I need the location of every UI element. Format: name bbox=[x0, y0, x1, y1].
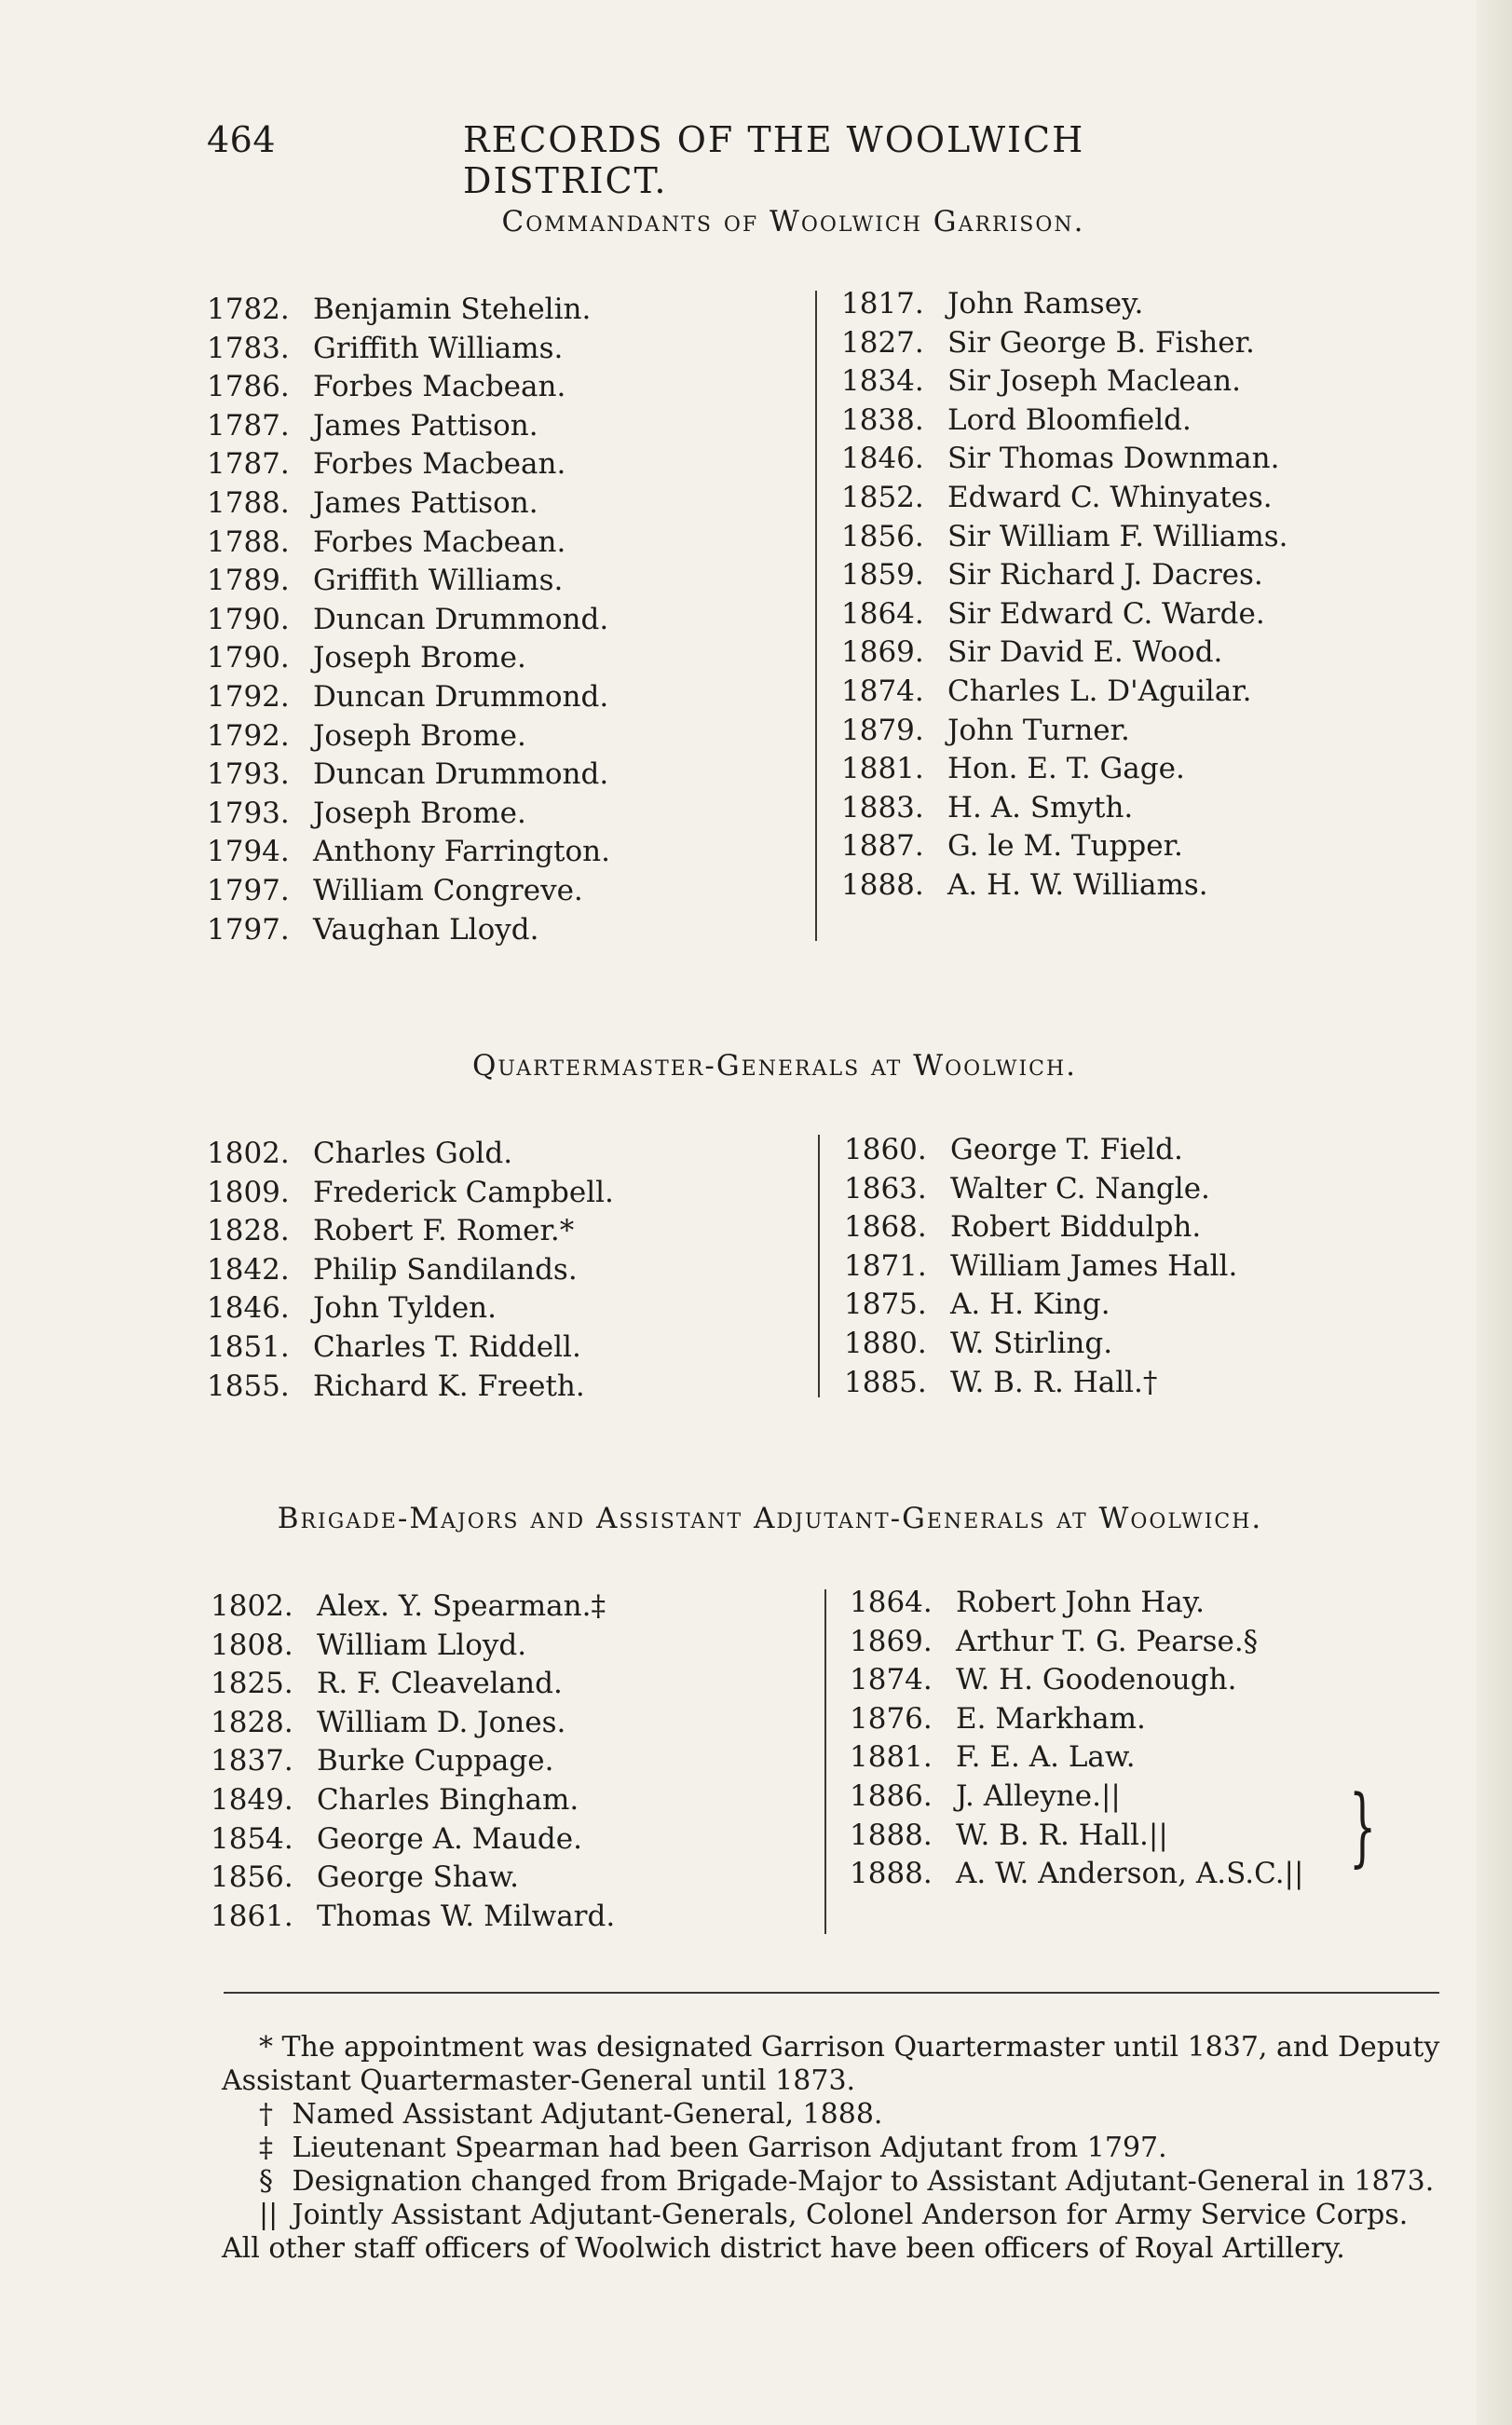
entry-name: Robert John Hay. bbox=[956, 1586, 1205, 1619]
entry-name: Anthony Farrington. bbox=[313, 835, 610, 869]
footnote-rule bbox=[224, 1992, 1439, 1994]
list-item bbox=[207, 872, 610, 911]
list-item bbox=[841, 479, 1288, 518]
list-item bbox=[207, 756, 610, 795]
list-item bbox=[850, 1661, 1303, 1700]
footnote-closing: All other staff officers of Woolwich district have been officers of Royal Artillery. bbox=[222, 2232, 1345, 2265]
entry-year: 1797. bbox=[207, 912, 290, 947]
entry-year: 1788. bbox=[207, 525, 290, 559]
brigade-majors-right-list bbox=[850, 1584, 1303, 1894]
list-item bbox=[850, 1817, 1303, 1856]
footnote-double-dagger-text: Lieutenant Spearman had been Garrison Adjutant from 1797. bbox=[292, 2132, 1167, 2164]
entry-year: 1846. bbox=[207, 1291, 290, 1326]
entry-year: 1856. bbox=[211, 1860, 293, 1895]
entry-name: George Shaw. bbox=[317, 1860, 520, 1895]
entry-year: 1883. bbox=[841, 790, 924, 824]
commandants-right-list bbox=[841, 285, 1288, 906]
entry-name: James Pattison. bbox=[313, 408, 538, 443]
entry-name: H. A. Smyth. bbox=[947, 790, 1134, 824]
entry-name: Duncan Drummond. bbox=[313, 602, 609, 636]
list-item bbox=[207, 368, 610, 407]
entry-name: Vaughan Lloyd. bbox=[313, 912, 539, 947]
joint-appointment-brace: } bbox=[1349, 1777, 1377, 1876]
entry-name: Walter C. Nangle. bbox=[950, 1171, 1210, 1206]
list-item bbox=[211, 1587, 615, 1627]
entry-year: 1828. bbox=[211, 1705, 293, 1739]
entry-year: 1859. bbox=[841, 558, 924, 593]
list-item bbox=[841, 789, 1288, 828]
running-head: RECORDS OF THE WOOLWICH DISTRICT. bbox=[463, 119, 1085, 201]
entry-name: Philip Sandilands. bbox=[313, 1252, 578, 1287]
list-item bbox=[850, 1855, 1303, 1894]
entry-name: John Turner. bbox=[947, 713, 1130, 747]
entry-name: W. B. R. Hall.† bbox=[950, 1365, 1158, 1399]
commandants-column-rule bbox=[815, 291, 817, 941]
entry-name: Joseph Brome. bbox=[313, 796, 526, 830]
entry-year: 1854. bbox=[211, 1821, 293, 1856]
entry-name: Frederick Campbell. bbox=[313, 1175, 614, 1209]
entry-year: 1888. bbox=[850, 1818, 933, 1852]
entry-year: 1834. bbox=[841, 364, 924, 399]
list-item bbox=[850, 1584, 1303, 1623]
entry-year: 1794. bbox=[207, 835, 290, 869]
entry-name: John Tylden. bbox=[313, 1291, 497, 1326]
list-item bbox=[211, 1781, 615, 1820]
list-item bbox=[841, 518, 1288, 557]
entry-name: William D. Jones. bbox=[317, 1705, 566, 1739]
entry-year: 1856. bbox=[841, 519, 924, 553]
entry-year: 1876. bbox=[850, 1701, 933, 1736]
entry-name: Joseph Brome. bbox=[313, 718, 526, 753]
entry-name: F. E. A. Law. bbox=[956, 1740, 1136, 1775]
section-symbol: § bbox=[259, 2165, 273, 2198]
list-item bbox=[211, 1665, 615, 1704]
dagger-symbol: † bbox=[259, 2098, 273, 2131]
entry-year: 1864. bbox=[850, 1586, 933, 1619]
entry-name: Charles L. D'Aguilar. bbox=[947, 674, 1252, 708]
list-item bbox=[844, 1325, 1237, 1364]
list-item bbox=[841, 712, 1288, 751]
entry-year: 1849. bbox=[211, 1782, 293, 1817]
entry-year: 1864. bbox=[841, 596, 924, 631]
list-item bbox=[207, 717, 610, 756]
entry-name: James Pattison. bbox=[313, 485, 538, 520]
entry-name: E. Markham. bbox=[956, 1701, 1146, 1736]
list-item bbox=[850, 1778, 1303, 1817]
entry-year: 1881. bbox=[841, 752, 924, 786]
list-item bbox=[207, 1251, 614, 1290]
list-item bbox=[207, 1289, 614, 1328]
entry-name: A. H. W. Williams. bbox=[947, 867, 1208, 902]
commandants-title: Commandants of Woolwich Garrison. bbox=[501, 205, 1085, 238]
list-item bbox=[207, 833, 610, 872]
list-item bbox=[207, 562, 610, 601]
list-item bbox=[207, 1328, 614, 1368]
entry-name: Sir David E. Wood. bbox=[947, 635, 1223, 670]
entry-name: Charles Gold. bbox=[313, 1137, 513, 1170]
entry-name: Alex. Y. Spearman.‡ bbox=[317, 1589, 606, 1623]
footnotes bbox=[222, 2031, 1451, 2266]
list-item bbox=[841, 402, 1288, 441]
entry-year: 1874. bbox=[841, 674, 924, 708]
list-item bbox=[850, 1738, 1303, 1778]
entry-name: A. W. Anderson, A.S.C.|| bbox=[956, 1857, 1304, 1891]
entry-year: 1842. bbox=[207, 1252, 290, 1287]
entry-name: Sir George B. Fisher. bbox=[947, 325, 1255, 360]
entry-year: 1782. bbox=[207, 293, 290, 326]
brigade-majors-left-list bbox=[211, 1587, 615, 1936]
entry-year: 1783. bbox=[207, 331, 290, 365]
quartermasters-title: Quartermaster-Generals at Woolwich. bbox=[471, 1049, 1078, 1083]
entry-year: 1789. bbox=[207, 564, 290, 598]
entry-name: George T. Field. bbox=[950, 1133, 1183, 1166]
entry-year: 1809. bbox=[207, 1175, 290, 1209]
entry-name: Sir Joseph Maclean. bbox=[947, 364, 1241, 399]
entry-year: 1825. bbox=[211, 1667, 293, 1701]
list-item bbox=[207, 524, 610, 563]
entry-name: W. B. R. Hall.|| bbox=[956, 1818, 1168, 1852]
entry-name: Sir Edward C. Warde. bbox=[947, 596, 1265, 631]
list-item bbox=[841, 633, 1288, 673]
entry-year: 1860. bbox=[844, 1133, 927, 1166]
entry-name: Charles Bingham. bbox=[317, 1782, 579, 1817]
list-item bbox=[207, 1368, 614, 1407]
entry-year: 1786. bbox=[207, 370, 290, 404]
commandants-left-list bbox=[207, 291, 610, 949]
entry-year: 1851. bbox=[207, 1329, 290, 1364]
list-item bbox=[841, 440, 1288, 479]
double-dagger-symbol: ‡ bbox=[259, 2132, 273, 2164]
list-item bbox=[844, 1286, 1237, 1325]
list-item bbox=[207, 601, 610, 640]
entry-name: A. H. King. bbox=[950, 1287, 1110, 1322]
list-item bbox=[207, 678, 610, 717]
entry-name: Lord Bloomfield. bbox=[947, 402, 1192, 437]
entry-name: Robert F. Romer.* bbox=[313, 1214, 575, 1248]
list-item bbox=[207, 1135, 614, 1174]
entry-name: Sir Richard J. Dacres. bbox=[947, 558, 1263, 593]
entry-year: 1790. bbox=[207, 641, 290, 675]
entry-name: Burke Cuppage. bbox=[317, 1744, 554, 1778]
entry-name: Hon. E. T. Gage. bbox=[947, 752, 1185, 786]
entry-year: 1880. bbox=[844, 1326, 927, 1360]
footnote-dagger-text: Named Assistant Adjutant-General, 1888. bbox=[292, 2098, 883, 2131]
entry-year: 1886. bbox=[850, 1778, 933, 1813]
entry-year: 1808. bbox=[211, 1628, 293, 1662]
list-item bbox=[841, 673, 1288, 712]
entry-name: R. F. Cleaveland. bbox=[317, 1667, 563, 1701]
entry-name: Robert Biddulph. bbox=[950, 1210, 1202, 1245]
brigade-majors-column-rule bbox=[824, 1589, 826, 1934]
page-number: 464 bbox=[207, 119, 277, 160]
list-item bbox=[850, 1623, 1303, 1662]
entry-year: 1888. bbox=[841, 867, 924, 902]
entry-name: George A. Maude. bbox=[317, 1821, 582, 1856]
entry-year: 1863. bbox=[844, 1171, 927, 1206]
list-item bbox=[844, 1208, 1237, 1247]
entry-name: Thomas W. Milward. bbox=[317, 1899, 616, 1933]
entry-year: 1855. bbox=[207, 1369, 290, 1403]
entry-name: William Congreve. bbox=[313, 873, 583, 907]
entry-year: 1838. bbox=[841, 402, 924, 437]
list-item bbox=[844, 1364, 1237, 1403]
list-item bbox=[207, 639, 610, 678]
entry-year: 1793. bbox=[207, 796, 290, 830]
entry-name: Griffith Williams. bbox=[313, 331, 564, 365]
entry-year: 1802. bbox=[207, 1137, 290, 1170]
entry-name: Duncan Drummond. bbox=[313, 679, 609, 714]
list-item bbox=[850, 1700, 1303, 1739]
entry-year: 1888. bbox=[850, 1857, 933, 1891]
entry-year: 1875. bbox=[844, 1287, 927, 1322]
footnote-double-dagger bbox=[222, 2132, 1451, 2165]
list-item bbox=[207, 911, 610, 950]
entry-name: Joseph Brome. bbox=[313, 641, 526, 675]
list-item bbox=[841, 866, 1288, 906]
footnote-section-text: Designation changed from Brigade-Major to Assistant Adjutant-General in 1873. bbox=[292, 2165, 1435, 2198]
entry-name: Sir Thomas Downman. bbox=[947, 442, 1280, 476]
entry-year: 1787. bbox=[207, 408, 290, 443]
list-item bbox=[844, 1170, 1237, 1209]
entry-name: Forbes Macbean. bbox=[313, 447, 566, 482]
entry-year: 1793. bbox=[207, 757, 290, 792]
list-item bbox=[841, 324, 1288, 363]
footnote-star-line2: Assistant Quartermaster-General until 1873. bbox=[222, 2064, 856, 2097]
list-item bbox=[841, 556, 1288, 595]
entry-year: 1817. bbox=[841, 287, 924, 320]
footnote-parallel bbox=[222, 2199, 1451, 2232]
brigade-majors-title: Brigade-Majors and Assistant Adjutant-Generals at Woolwich. bbox=[277, 1502, 1263, 1535]
entry-year: 1868. bbox=[844, 1210, 927, 1245]
quartermasters-right-list bbox=[844, 1131, 1237, 1402]
entry-year: 1871. bbox=[844, 1248, 927, 1283]
entry-name: Charles T. Riddell. bbox=[313, 1329, 581, 1364]
entry-year: 1797. bbox=[207, 873, 290, 907]
entry-year: 1837. bbox=[211, 1744, 293, 1778]
entry-name: W. Stirling. bbox=[950, 1326, 1113, 1360]
entry-name: Forbes Macbean. bbox=[313, 370, 566, 404]
entry-name: Forbes Macbean. bbox=[313, 525, 566, 559]
entry-year: 1787. bbox=[207, 447, 290, 482]
footnote-parallel-text: Jointly Assistant Adjutant-Generals, Colonel Anderson for Army Service Corps. bbox=[292, 2199, 1409, 2231]
entry-name: Arthur T. G. Pearse.§ bbox=[956, 1624, 1259, 1658]
list-item bbox=[207, 445, 610, 484]
footnote-dagger bbox=[222, 2098, 1451, 2132]
entry-name: Edward C. Whinyates. bbox=[947, 480, 1273, 514]
entry-year: 1828. bbox=[207, 1214, 290, 1248]
entry-name: Sir William F. Williams. bbox=[947, 519, 1288, 553]
list-item bbox=[211, 1742, 615, 1781]
entry-name: Richard K. Freeth. bbox=[313, 1369, 585, 1403]
entry-year: 1788. bbox=[207, 485, 290, 520]
entry-name: William James Hall. bbox=[950, 1248, 1238, 1283]
list-item bbox=[211, 1820, 615, 1860]
entry-name: G. le M. Tupper. bbox=[947, 829, 1183, 864]
list-item bbox=[207, 330, 610, 369]
entry-year: 1869. bbox=[841, 635, 924, 670]
quartermasters-column-rule bbox=[818, 1135, 820, 1397]
entry-name: W. H. Goodenough. bbox=[956, 1663, 1237, 1697]
entry-year: 1802. bbox=[211, 1589, 293, 1623]
footnote-section bbox=[222, 2165, 1451, 2199]
entry-name: Duncan Drummond. bbox=[313, 757, 609, 792]
entry-year: 1885. bbox=[844, 1365, 927, 1399]
footnote-star-line1: * The appointment was designated Garrison Quartermaster until 1837, and Deputy bbox=[259, 2031, 1440, 2064]
entry-year: 1852. bbox=[841, 480, 924, 514]
list-item bbox=[207, 795, 610, 834]
entry-name: Benjamin Stehelin. bbox=[313, 293, 592, 326]
entry-name: John Ramsey. bbox=[947, 287, 1144, 320]
list-item bbox=[841, 750, 1288, 789]
list-item bbox=[211, 1859, 615, 1898]
list-item bbox=[211, 1704, 615, 1743]
list-item bbox=[207, 1212, 614, 1251]
entry-name: William Lloyd. bbox=[317, 1628, 527, 1662]
list-item bbox=[844, 1247, 1237, 1287]
entry-year: 1881. bbox=[850, 1740, 933, 1775]
list-item bbox=[841, 595, 1288, 634]
entry-name: J. Alleyne.|| bbox=[956, 1778, 1121, 1813]
entry-year: 1846. bbox=[841, 442, 924, 476]
list-item bbox=[207, 484, 610, 524]
list-item bbox=[211, 1898, 615, 1937]
quartermasters-left-list bbox=[207, 1135, 614, 1406]
entry-year: 1874. bbox=[850, 1663, 933, 1697]
list-item bbox=[841, 285, 1288, 324]
entry-year: 1827. bbox=[841, 325, 924, 360]
list-item bbox=[841, 827, 1288, 866]
list-item bbox=[211, 1627, 615, 1666]
list-item bbox=[841, 362, 1288, 402]
entry-year: 1792. bbox=[207, 679, 290, 714]
entry-year: 1861. bbox=[211, 1899, 293, 1933]
entry-year: 1869. bbox=[850, 1624, 933, 1658]
entry-year: 1887. bbox=[841, 829, 924, 864]
entry-year: 1879. bbox=[841, 713, 924, 747]
list-item bbox=[207, 291, 610, 330]
entry-name: Griffith Williams. bbox=[313, 564, 564, 598]
list-item bbox=[207, 1174, 614, 1213]
list-item bbox=[207, 407, 610, 446]
entry-year: 1792. bbox=[207, 718, 290, 753]
page-edge bbox=[1477, 0, 1512, 2425]
entry-year: 1790. bbox=[207, 602, 290, 636]
list-item bbox=[844, 1131, 1237, 1170]
parallel-symbol: || bbox=[259, 2199, 279, 2231]
